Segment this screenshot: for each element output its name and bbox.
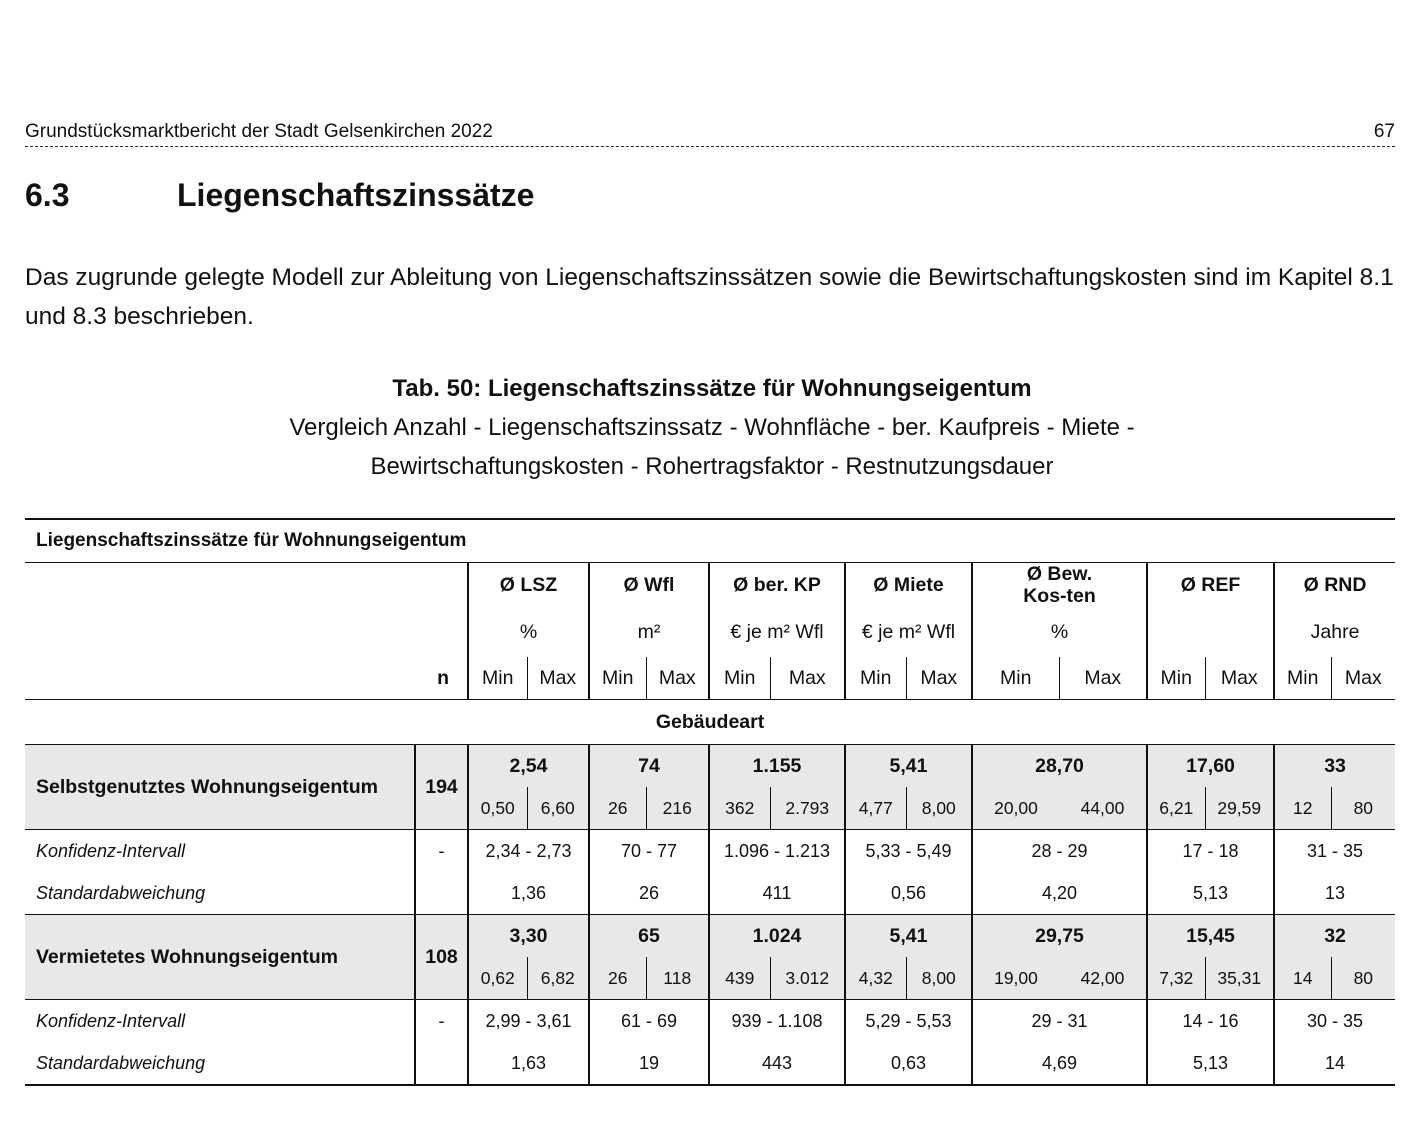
min-header: Min <box>468 657 527 700</box>
unit-label: % <box>468 607 589 657</box>
mean-value: 2,54 <box>468 745 589 788</box>
row-count: 108 <box>415 915 468 1000</box>
max-header: Max <box>1059 657 1147 700</box>
sd-value: 5,13 <box>1147 1042 1274 1085</box>
group-header-row <box>25 563 1395 608</box>
caption-subtitle: Vergleich Anzahl - Liegenschaftszinssatz - Wohnfläche - ber. Kaufpreis - Miete - Bewirtschaftungskosten - Rohertragsfaktor - Restnutzungsdauer <box>289 414 1135 480</box>
sd-value: 13 <box>1274 872 1395 915</box>
caption-title: Tab. 50: Liegenschaftszinssätze für Wohnungseigentum <box>392 375 1032 402</box>
min-value: 14 <box>1274 957 1331 1000</box>
ki-count: - <box>415 830 468 873</box>
ki-value: 5,33 - 5,49 <box>845 830 972 873</box>
table-caption <box>0 370 1424 486</box>
ki-value: 939 - 1.108 <box>709 1000 845 1043</box>
min-value: 20,00 <box>972 787 1059 830</box>
max-header: Max <box>770 657 845 700</box>
min-value: 362 <box>709 787 770 830</box>
sd-value: 443 <box>709 1042 845 1085</box>
max-header: Max <box>1205 657 1274 700</box>
min-value: 0,62 <box>468 957 527 1000</box>
ki-value: 1.096 - 1.213 <box>709 830 845 873</box>
mean-value: 33 <box>1274 745 1395 788</box>
max-value: 6,60 <box>527 787 589 830</box>
max-value: 44,00 <box>1059 787 1147 830</box>
unit-label: € je m² Wfl <box>709 607 845 657</box>
report-title: Grundstücksmarktbericht der Stadt Gelsenkirchen 2022 <box>25 121 493 142</box>
table-row <box>25 915 1395 958</box>
mean-value: 5,41 <box>845 915 972 958</box>
min-value: 4,77 <box>845 787 906 830</box>
sd-value: 5,13 <box>1147 872 1274 915</box>
max-value: 35,31 <box>1205 957 1274 1000</box>
group-header: Ø Bew. Kos-ten <box>972 563 1147 608</box>
section-label: Gebäudeart <box>25 700 1395 745</box>
table-row <box>25 1000 1395 1043</box>
sd-value: 411 <box>709 872 845 915</box>
min-header: Min <box>589 657 646 700</box>
min-value: 4,32 <box>845 957 906 1000</box>
ki-value: 30 - 35 <box>1274 1000 1395 1043</box>
max-value: 8,00 <box>906 957 972 1000</box>
max-value: 216 <box>646 787 709 830</box>
ki-label: Konfidenz-Intervall <box>36 840 186 861</box>
sd-value: 19 <box>589 1042 709 1085</box>
min-value: 26 <box>589 957 646 1000</box>
ki-value: 31 - 35 <box>1274 830 1395 873</box>
group-header: Ø REF <box>1147 563 1274 608</box>
ki-count: - <box>415 1000 468 1043</box>
min-value: 26 <box>589 787 646 830</box>
mean-value: 15,45 <box>1147 915 1274 958</box>
sd-value: 1,63 <box>468 1042 589 1085</box>
unit-label: Jahre <box>1274 607 1395 657</box>
mean-value: 74 <box>589 745 709 788</box>
mean-value: 65 <box>589 915 709 958</box>
table-row <box>25 830 1395 873</box>
min-value: 19,00 <box>972 957 1059 1000</box>
running-header <box>25 121 1395 147</box>
mean-value: 5,41 <box>845 745 972 788</box>
mean-value: 29,75 <box>972 915 1147 958</box>
intro-paragraph: Das zugrunde gelegte Modell zur Ableitung von Liegenschaftszinssätzen sowie die Bewirtschaftungskosten sind im Kapitel 8.1 und 8.3 beschrieben. <box>25 264 1394 330</box>
ki-label: Konfidenz-Intervall <box>36 1010 186 1031</box>
ki-value: 14 - 16 <box>1147 1000 1274 1043</box>
max-value: 2.793 <box>770 787 845 830</box>
unit-label: m² <box>589 607 709 657</box>
mean-value: 1.155 <box>709 745 845 788</box>
min-value: 12 <box>1274 787 1331 830</box>
row-count: 194 <box>415 745 468 830</box>
ki-value: 61 - 69 <box>589 1000 709 1043</box>
group-header: Ø RND <box>1274 563 1395 608</box>
section-row <box>25 700 1395 745</box>
mean-value: 17,60 <box>1147 745 1274 788</box>
table-title-row <box>25 519 1395 563</box>
min-value: 0,50 <box>468 787 527 830</box>
max-value: 6,82 <box>527 957 589 1000</box>
max-value: 3.012 <box>770 957 845 1000</box>
min-header: Min <box>1147 657 1205 700</box>
page-number: 67 <box>1373 121 1395 142</box>
sd-value: 0,63 <box>845 1042 972 1085</box>
max-value: 29,59 <box>1205 787 1274 830</box>
ki-value: 2,34 - 2,73 <box>468 830 589 873</box>
mean-value: 1.024 <box>709 915 845 958</box>
max-header: Max <box>527 657 589 700</box>
table-row <box>25 872 1395 915</box>
max-value: 8,00 <box>906 787 972 830</box>
min-value: 7,32 <box>1147 957 1205 1000</box>
min-max-row <box>25 657 1395 700</box>
min-header: Min <box>1274 657 1331 700</box>
group-header: Ø ber. KP <box>709 563 845 608</box>
max-value: 118 <box>646 957 709 1000</box>
row-label: Selbstgenutztes Wohnungseigentum <box>25 745 415 830</box>
unit-label <box>1147 607 1274 657</box>
sd-value: 4,20 <box>972 872 1147 915</box>
n-header: n <box>415 657 468 700</box>
interest-rate-table <box>25 518 1395 1086</box>
section-title: Liegenschaftszinssätze <box>177 177 535 213</box>
max-value: 42,00 <box>1059 957 1147 1000</box>
max-value: 80 <box>1331 957 1395 1000</box>
table-title: Liegenschaftszinssätze für Wohnungseigentum <box>25 519 1395 563</box>
ki-value: 17 - 18 <box>1147 830 1274 873</box>
group-header: Ø Wfl <box>589 563 709 608</box>
group-header: Ø Miete <box>845 563 972 608</box>
min-value: 439 <box>709 957 770 1000</box>
sd-label: Standardabweichung <box>25 1042 415 1085</box>
sd-label: Standardabweichung <box>25 872 415 915</box>
ki-value: 29 - 31 <box>972 1000 1147 1043</box>
mean-value: 32 <box>1274 915 1395 958</box>
ki-value: 70 - 77 <box>589 830 709 873</box>
sd-value: 14 <box>1274 1042 1395 1085</box>
unit-label: % <box>972 607 1147 657</box>
max-value: 80 <box>1331 787 1395 830</box>
min-value: 6,21 <box>1147 787 1205 830</box>
table-row <box>25 745 1395 788</box>
max-header: Max <box>1331 657 1395 700</box>
sd-value: 0,56 <box>845 872 972 915</box>
row-label: Vermietetes Wohnungseigentum <box>25 915 415 1000</box>
section-heading <box>25 177 534 214</box>
ki-value: 2,99 - 3,61 <box>468 1000 589 1043</box>
sd-value: 4,69 <box>972 1042 1147 1085</box>
unit-label: € je m² Wfl <box>845 607 972 657</box>
group-header: Ø LSZ <box>468 563 589 608</box>
table-row <box>25 1042 1395 1085</box>
ki-value: 5,29 - 5,53 <box>845 1000 972 1043</box>
max-header: Max <box>906 657 972 700</box>
min-header: Min <box>845 657 906 700</box>
max-header: Max <box>646 657 709 700</box>
ki-value: 28 - 29 <box>972 830 1147 873</box>
sd-value: 26 <box>589 872 709 915</box>
min-header: Min <box>709 657 770 700</box>
mean-value: 3,30 <box>468 915 589 958</box>
mean-value: 28,70 <box>972 745 1147 788</box>
sd-value: 1,36 <box>468 872 589 915</box>
section-number: 6.3 <box>25 177 70 213</box>
min-header: Min <box>972 657 1059 700</box>
